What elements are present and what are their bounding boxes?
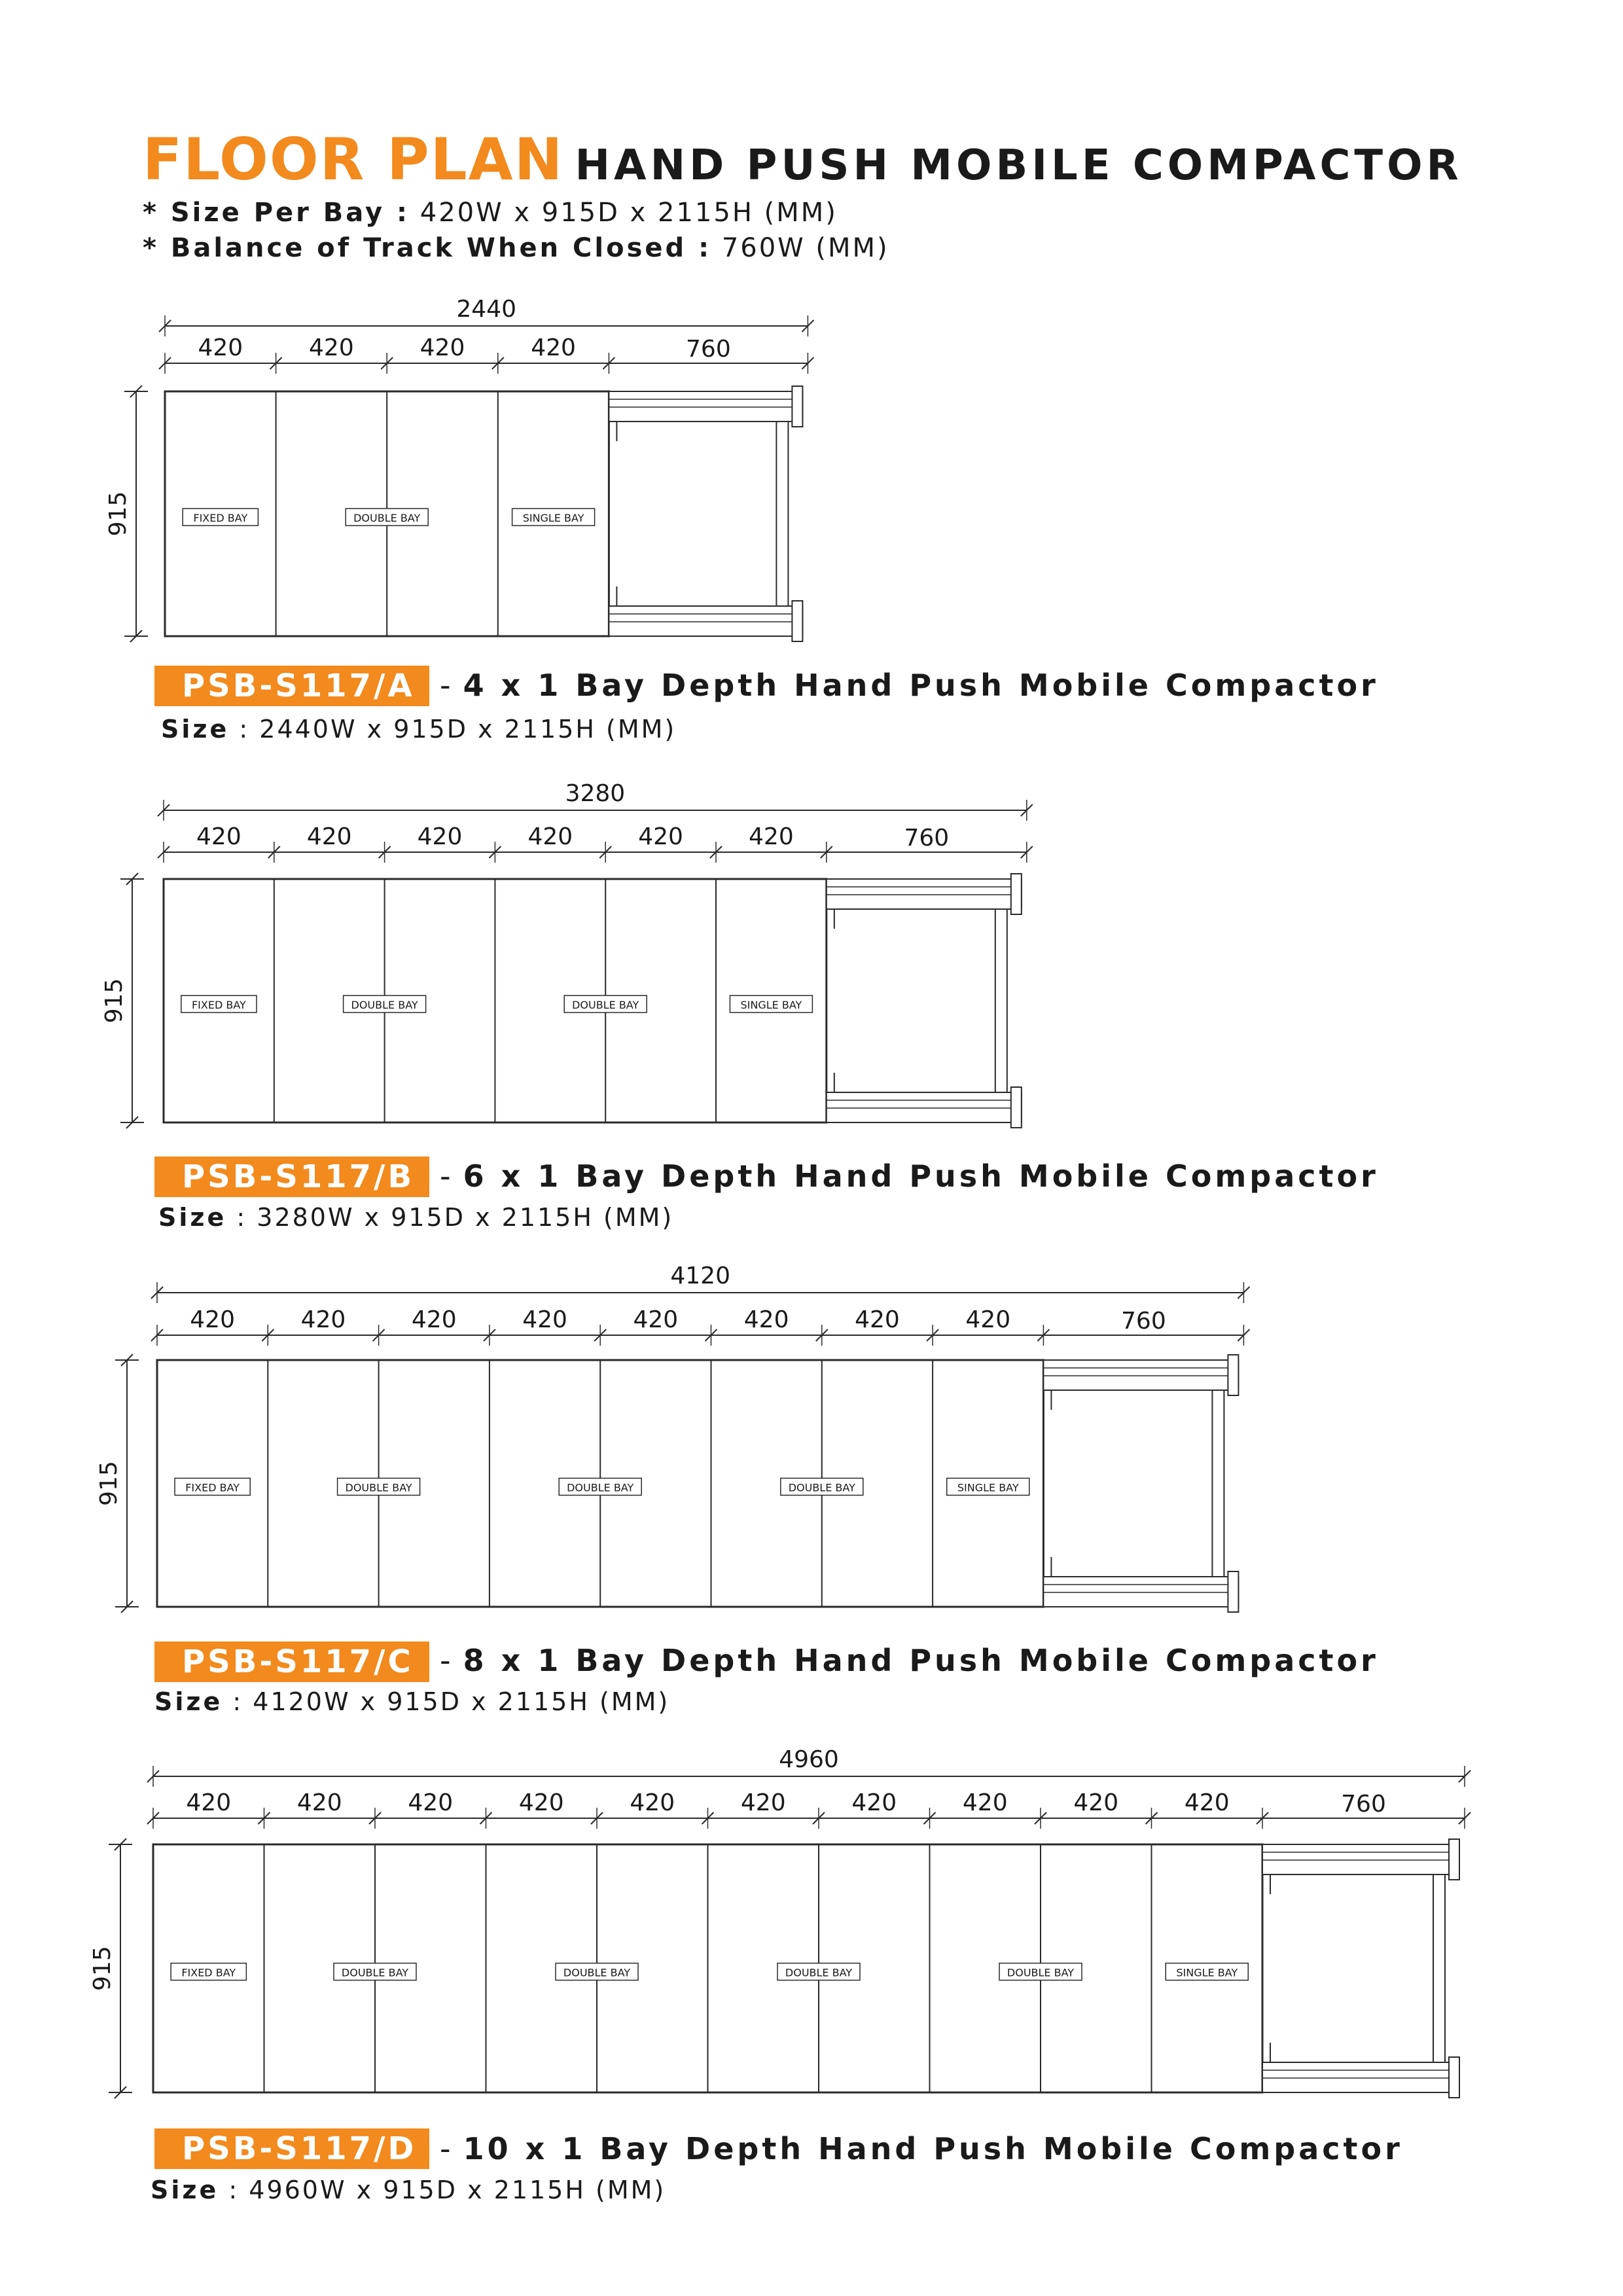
model-description-text-d: 10 x 1 Bay Depth Hand Push Mobile Compactor — [463, 2131, 1403, 2166]
bay-label: FIXED BAY — [191, 999, 246, 1011]
total-dimension-label: 3280 — [565, 780, 626, 807]
bay-dimension-label: 420 — [190, 1306, 236, 1333]
model-description-b: - 6 x 1 Bay Depth Hand Push Mobile Compactor — [440, 1158, 1379, 1194]
bay-dimension-label: 420 — [531, 334, 576, 361]
track-dimension-label: 760 — [686, 336, 731, 363]
bay-dimension-label: 420 — [630, 1789, 675, 1816]
model-tag-a: PSB-S117/A — [154, 666, 429, 706]
top-track-rail — [1262, 1844, 1459, 1874]
model-tag-b: PSB-S117/B — [154, 1157, 429, 1197]
bay-label: DOUBLE BAY — [341, 1966, 409, 1979]
bay-label: FIXED BAY — [181, 1966, 236, 1979]
bay-dimension-label: 420 — [855, 1306, 900, 1333]
bay-dimension-label: 420 — [419, 334, 465, 361]
depth-dimension-label: 915 — [89, 1946, 116, 1991]
bay-dimension-label: 420 — [740, 1789, 786, 1816]
bay-dimension-label: 420 — [198, 334, 243, 361]
bay-label: DOUBLE BAY — [563, 1966, 631, 1979]
bay-label: DOUBLE BAY — [788, 1481, 855, 1494]
size-value-a: : 2440W x 915D x 2115H (MM) — [239, 715, 677, 744]
track-dimension-label: 760 — [1121, 1308, 1166, 1335]
bay-label: DOUBLE BAY — [1007, 1966, 1075, 1979]
bay-dimension-label: 420 — [408, 1789, 454, 1816]
model-tag-d: PSB-S117/D — [154, 2128, 429, 2169]
bay-label: FIXED BAY — [185, 1481, 240, 1494]
bay-label: DOUBLE BAY — [785, 1966, 853, 1979]
size-label-b: Size — [158, 1203, 227, 1232]
bay-dimension-label: 420 — [411, 1306, 457, 1333]
size-per-bay-value: 420W x 915D x 2115H (MM) — [419, 198, 838, 228]
track-balance-value: 760W (MM) — [721, 233, 889, 263]
model-size-d — [151, 2176, 666, 2204]
bay-label: DOUBLE BAY — [353, 512, 421, 524]
bay-label: FIXED BAY — [193, 512, 248, 524]
bay-dimension-label: 420 — [306, 823, 352, 850]
model-description-d: - 10 x 1 Bay Depth Hand Push Mobile Compactor — [440, 2131, 1403, 2166]
bay-label: DOUBLE BAY — [351, 999, 418, 1011]
track-end-cap — [1449, 1839, 1459, 1880]
bay-dimension-label: 420 — [518, 1789, 564, 1816]
bay-label: SINGLE BAY — [957, 1481, 1019, 1494]
bay-label: SINGLE BAY — [740, 999, 802, 1011]
track-balance-label: * Balance of Track When Closed : — [143, 233, 712, 263]
bay-dimension-label: 420 — [1184, 1789, 1230, 1816]
page-subtitle: HAND PUSH MOBILE COMPACTOR — [575, 141, 1463, 190]
total-dimension-label: 4120 — [670, 1263, 731, 1289]
bay-dimension-label: 420 — [196, 823, 241, 850]
bay-label: DOUBLE BAY — [567, 1481, 634, 1494]
depth-dimension-label: 915 — [96, 1461, 122, 1506]
bay-dimension-label: 420 — [186, 1789, 232, 1816]
bay-dimension-label: 420 — [417, 823, 463, 850]
bay-label: DOUBLE BAY — [345, 1481, 412, 1494]
size-value-b: : 3280W x 915D x 2115H (MM) — [236, 1203, 674, 1232]
bottom-track-rail — [1262, 2062, 1459, 2092]
bay-dimension-label: 420 — [309, 334, 354, 361]
model-tag-c: PSB-S117/C — [154, 1641, 429, 1682]
size-label-a: Size — [161, 715, 230, 744]
bay-dimension-label: 420 — [527, 823, 573, 850]
size-value-c: : 4120W x 915D x 2115H (MM) — [232, 1687, 670, 1716]
track-dimension-label: 760 — [904, 825, 950, 852]
track-end-cap — [1449, 2057, 1459, 2098]
model-description-a: - 4 x 1 Bay Depth Hand Push Mobile Compactor — [440, 668, 1379, 703]
total-dimension-label: 4960 — [779, 1746, 839, 1773]
bay-dimension-label: 420 — [962, 1789, 1008, 1816]
model-description-text-b: 6 x 1 Bay Depth Hand Push Mobile Compactor — [463, 1158, 1379, 1194]
bay-dimension-label: 420 — [638, 823, 683, 850]
model-description-text-a: 4 x 1 Bay Depth Hand Push Mobile Compactor — [463, 668, 1379, 703]
bay-label: DOUBLE BAY — [572, 999, 639, 1011]
size-label-d: Size — [151, 2176, 219, 2204]
bay-dimension-label: 420 — [522, 1306, 567, 1333]
bay-label: SINGLE BAY — [1176, 1966, 1238, 1979]
model-description-text-c: 8 x 1 Bay Depth Hand Push Mobile Compactor — [463, 1643, 1379, 1678]
size-per-bay-label: * Size Per Bay : — [143, 198, 410, 228]
bay-dimension-label: 420 — [296, 1789, 342, 1816]
page-title: FLOOR PLAN — [143, 126, 564, 193]
size-value-d: : 4960W x 915D x 2115H (MM) — [228, 2176, 666, 2204]
track-connector — [1433, 1874, 1445, 2062]
bay-label: SINGLE BAY — [522, 512, 584, 524]
bay-dimension-label: 420 — [851, 1789, 897, 1816]
bay-dimension-label: 420 — [1073, 1789, 1119, 1816]
bay-dimension-label: 420 — [749, 823, 794, 850]
bay-dimension-label: 420 — [300, 1306, 346, 1333]
bay-dimension-label: 420 — [743, 1306, 789, 1333]
depth-dimension-label: 915 — [101, 978, 128, 1024]
bay-dimension-label: 420 — [965, 1306, 1011, 1333]
depth-dimension-label: 915 — [105, 491, 132, 537]
size-label-c: Size — [154, 1687, 223, 1716]
model-description-c: - 8 x 1 Bay Depth Hand Push Mobile Compactor — [440, 1643, 1379, 1678]
total-dimension-label: 2440 — [456, 296, 517, 323]
track-dimension-label: 760 — [1341, 1791, 1386, 1818]
bay-dimension-label: 420 — [633, 1306, 679, 1333]
